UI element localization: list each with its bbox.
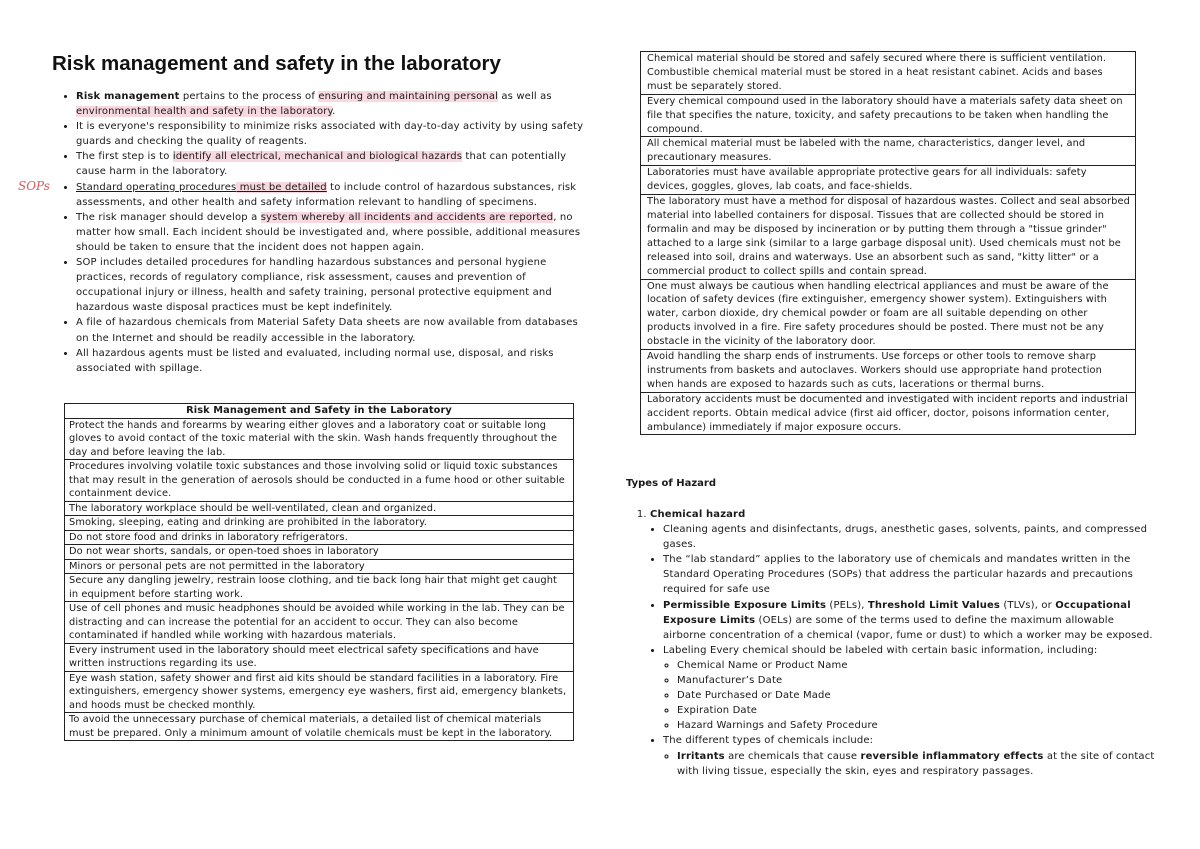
text: (TLVs), or bbox=[1000, 599, 1056, 611]
bold-term: Irritants bbox=[677, 750, 725, 762]
highlighted-text: system whereby all incidents and accidents are reported bbox=[260, 211, 554, 223]
page-title: Risk management and safety in the laboratory bbox=[52, 52, 501, 75]
sub-list-item bbox=[677, 749, 1160, 779]
table-cell: Use of cell phones and music headphones should be avoided while working in the lab. They can be distracting and can increase the potential for an accident to occur. They can also become contaminated if handled while working with hazardous materials. bbox=[65, 602, 574, 644]
table-row bbox=[65, 574, 574, 602]
table-row bbox=[65, 460, 574, 502]
table-cell: Laboratories must have available appropriate protective gears for all individuals: safety devices, goggles, gloves, lab coats, and face-shields. bbox=[641, 166, 1136, 195]
table-cell: Procedures involving volatile toxic substances and those involving solid or liquid toxic substances that may result in the generation of aerosols should be conducted in a fume hood or other suitable containment device. bbox=[65, 460, 574, 502]
chemical-types-list bbox=[663, 749, 1160, 779]
list-item bbox=[76, 210, 592, 255]
text: , no matter how small. Each incident should be investigated and, where possible, additional measures should be taken to ensure that the incident does not happen again. bbox=[76, 211, 581, 253]
highlighted-text: must be detailed bbox=[236, 181, 327, 193]
section-heading: Types of Hazard bbox=[626, 478, 717, 489]
highlighted-text: identify all electrical, mechanical and biological hazards bbox=[172, 151, 463, 163]
table-cell: The laboratory workplace should be well-ventilated, clean and organized. bbox=[65, 501, 574, 516]
text: The risk manager should develop a bbox=[76, 211, 261, 223]
list-item: • A file of hazardous chemicals from Material Safety Data sheets are now available from databases on the Internet and should be readily accessible in the laboratory. bbox=[76, 315, 592, 345]
sub-list-item: ◦ Manufacturer’s Date bbox=[677, 673, 1160, 688]
table-cell: Minors or personal pets are not permitted in the laboratory bbox=[65, 559, 574, 574]
bold-term: reversible inflammatory effects bbox=[860, 750, 1044, 762]
table-cell: Eye wash station, safety shower and first aid kits should be standard facilities in a laboratory. Fire extinguishers, emergency shower systems, emergency eye washers, first aid, emergency blankets, and hoods must be checked monthly. bbox=[65, 671, 574, 713]
text: at the site of contact with living tissue, especially the skin, eyes and respiratory passages. bbox=[677, 750, 1155, 777]
table-row bbox=[641, 195, 1136, 279]
table-cell: Protect the hands and forearms by wearing either gloves and a laboratory coat or suitable long gloves to avoid contact of the toxic material with the skin. Wash hands frequently throughout the day and before leaving the lab. bbox=[65, 418, 574, 460]
underlined-text: Standard operating procedures bbox=[76, 181, 237, 193]
text: as well as bbox=[498, 91, 552, 102]
table-cell: Do not store food and drinks in laboratory refrigerators. bbox=[65, 530, 574, 545]
text: (PELs), bbox=[826, 599, 868, 611]
table-row bbox=[641, 52, 1136, 95]
table-header: Risk Management and Safety in the Laboratory bbox=[65, 404, 574, 419]
hazard-title: Chemical hazard bbox=[650, 509, 746, 520]
safety-rules-table bbox=[64, 403, 574, 741]
text: that can potentially cause harm in the laboratory. bbox=[76, 151, 567, 178]
table-row bbox=[65, 516, 574, 531]
list-item bbox=[76, 149, 592, 179]
handwritten-margin-note: SOPs bbox=[18, 179, 50, 193]
list-item bbox=[76, 180, 592, 210]
text: . bbox=[332, 106, 336, 118]
list-item bbox=[663, 733, 1160, 778]
table-row bbox=[641, 166, 1136, 195]
sub-list-item: ◦ Hazard Warnings and Safety Procedure bbox=[677, 718, 1160, 733]
table-cell: To avoid the unnecessary purchase of chemical materials, a detailed list of chemical materials must be prepared. Only a minimum amount of volatile chemicals must be kept in the laboratory. bbox=[65, 713, 574, 741]
highlighted-text: ensuring and maintaining personal bbox=[318, 91, 499, 102]
table-cell: One must always be cautious when handling electrical appliances and must be aware of the location of safety devices (fire extinguisher, emergency shower system). Extinguishers with water, carbon dioxide, dry chemical powder or foam are all suitable depending on other products involved in a fire. Fire safety procedures should be posted. There must not be any obstacle in the vicinity of the laboratory door. bbox=[641, 279, 1136, 350]
table-row bbox=[641, 137, 1136, 166]
text: The first step is to bbox=[76, 151, 173, 163]
table-cell: Avoid handling the sharp ends of instruments. Use forceps or other tools to remove sharp instruments from baskets and autoclaves. Workers should use appropriate hand protection when hands are exposed to hazards such as cuts, lacerations or thermal burns. bbox=[641, 350, 1136, 393]
table-row bbox=[641, 350, 1136, 393]
table-cell: Smoking, sleeping, eating and drinking are prohibited in the laboratory. bbox=[65, 516, 574, 531]
table-row bbox=[65, 559, 574, 574]
intro-bullet-list bbox=[60, 89, 592, 376]
bold-term: Risk management bbox=[76, 91, 180, 102]
table-row bbox=[65, 671, 574, 713]
text: are chemicals that cause bbox=[724, 750, 861, 762]
table-row bbox=[641, 279, 1136, 350]
table-row bbox=[65, 643, 574, 671]
list-item bbox=[663, 643, 1160, 734]
label-items-list bbox=[663, 658, 1160, 733]
list-item: • It is everyone's responsibility to minimize risks associated with day-to-day activity by using safety guards and checking the quality of reagents. bbox=[76, 119, 592, 149]
table-cell: The laboratory must have a method for disposal of hazardous wastes. Collect and seal absorbed material into labelled containers for disposal. Tissues that are collected should be stored in formalin and may be disposed by incineration or by putting them through a "tissue grinder" attached to a large sink (similar to a large garbage disposal unit). Used chemicals must not be released into soil, drains and waterways. Use an absorbent such as sand, "kitty litter" or a commercial product to collect spills and contain spread. bbox=[641, 195, 1136, 279]
table-row bbox=[65, 713, 574, 741]
bold-term: Occupational Exposure Limits bbox=[663, 599, 1131, 626]
text: Labeling Every chemical should be labeled with certain basic information, including: bbox=[663, 644, 1098, 656]
hazard-item bbox=[650, 507, 1160, 779]
list-item bbox=[663, 598, 1160, 643]
list-item bbox=[76, 89, 592, 119]
table-row bbox=[65, 501, 574, 516]
table-row bbox=[65, 530, 574, 545]
table-cell: Every chemical compound used in the laboratory should have a materials safety data sheet on file that specifies the nature, toxicity, and safety precautions to be taken when handling the compound. bbox=[641, 94, 1136, 137]
text: to include control of hazardous substances, risk assessments, and other health and safety information relevant to handling of specimens. bbox=[76, 181, 577, 208]
table-cell: Secure any dangling jewelry, restrain loose clothing, and tie back long hair that might get caught in equipment before starting work. bbox=[65, 574, 574, 602]
list-item: • Cleaning agents and disinfectants, drugs, anesthetic gases, solvents, paints, and compressed gases. bbox=[663, 522, 1160, 552]
table-cell: Laboratory accidents must be documented and investigated with incident reports and industrial accident reports. Obtain medical advice (first aid officer, doctor, poisons information center, ambulance) immediately if major exposure occurs. bbox=[641, 392, 1136, 435]
bold-term: Permissible Exposure Limits bbox=[663, 599, 827, 611]
bold-term: Threshold Limit Values bbox=[867, 599, 1001, 611]
table-row bbox=[65, 545, 574, 560]
text: The different types of chemicals include: bbox=[663, 735, 874, 747]
table-cell: Do not wear shorts, sandals, or open-toed shoes in laboratory bbox=[65, 545, 574, 560]
table-row bbox=[65, 602, 574, 644]
hazard-types-list bbox=[638, 507, 1160, 779]
table-row bbox=[65, 418, 574, 460]
hazard-bullets bbox=[650, 522, 1160, 779]
text: (OELs) are some of the terms used to define the maximum allowable airborne concentration of a chemical (vapor, fume or dust) to which a worker may be exposed. bbox=[663, 614, 1153, 641]
sub-list-item: ◦ Date Purchased or Date Made bbox=[677, 688, 1160, 703]
table-cell: Chemical material should be stored and safely secured where there is sufficient ventilation. Combustible chemical material must be stored in a heat resistant cabinet. Acids and bases must be separately stored. bbox=[641, 52, 1136, 95]
sub-list-item: ◦ Chemical Name or Product Name bbox=[677, 658, 1160, 673]
sub-list-item: ◦ Expiration Date bbox=[677, 703, 1160, 718]
table-cell: Every instrument used in the laboratory should meet electrical safety specifications and have written instructions regarding its use. bbox=[65, 643, 574, 671]
table-header-row bbox=[65, 404, 574, 419]
list-item: • SOP includes detailed procedures for handling hazardous substances and personal hygiene practices, records of regulatory compliance, risk assessment, causes and prevention of occupational injury or illness, health and safety training, personal protective equipment and hazardous waste disposal practices must be kept indefinitely. bbox=[76, 255, 592, 315]
table-cell: All chemical material must be labeled with the name, characteristics, danger level, and precautionary measures. bbox=[641, 137, 1136, 166]
text: pertains to the process of bbox=[179, 91, 319, 102]
list-item: • All hazardous agents must be listed and evaluated, including normal use, disposal, and risks associated with spillage. bbox=[76, 346, 592, 376]
list-item: • The “lab standard” applies to the laboratory use of chemicals and mandates written in the Standard Operating Procedures (SOPs) that address the particular hazards and precautions required for safe use bbox=[663, 552, 1160, 597]
highlighted-text: environmental health and safety in the laboratory bbox=[76, 106, 333, 118]
table-row bbox=[641, 392, 1136, 435]
table-row bbox=[641, 94, 1136, 137]
safety-rules-table-continued bbox=[640, 51, 1136, 435]
